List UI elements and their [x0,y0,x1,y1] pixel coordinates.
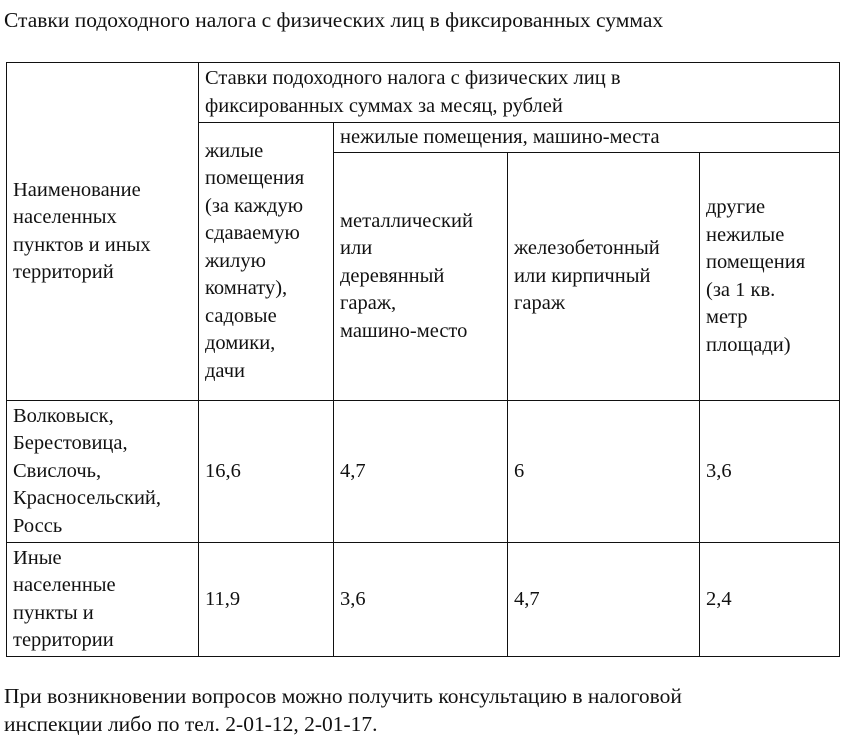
header-other-nonresidential: другие нежилые помещения (за 1 кв. метр площади) [700,153,840,401]
row-concrete-brick-garage-rate: 6 [508,401,700,543]
row-metal-wood-garage-rate: 3,6 [334,543,508,657]
row-other-nonresidential-rate: 2,4 [700,543,840,657]
table-row [7,543,840,657]
header-concrete-brick-garage: железобетонный или кирпичный гараж [508,153,700,401]
row-settlement-name: Иные населенные пункты и территории [7,543,199,657]
tax-rates-table [6,62,840,657]
header-row-1 [7,63,840,123]
row-metal-wood-garage-rate: 4,7 [334,401,508,543]
header-metal-wood-garage: металлический или деревянный гараж, машино-место [334,153,508,401]
row-concrete-brick-garage-rate: 4,7 [508,543,700,657]
header-nonresidential-group: нежилые помещения, машино-места [334,123,840,153]
row-settlement-name: Волковыск, Берестовица, Свислочь, Красносельский, Россь [7,401,199,543]
page-title: Ставки подоходного налога с физических лиц в фиксированных суммах [4,8,664,32]
row-residential-rate: 11,9 [199,543,334,657]
header-settlement-name: Наименование населенных пунктов и иных территорий [7,63,199,401]
table-row [7,401,840,543]
header-residential: жилые помещения (за каждую сдаваемую жилую комнату), садовые домики, дачи [199,123,334,401]
contact-note: При возникновении вопросов можно получить консультацию в налоговой инспекции либо по тел. 2-01-12, 2-01-17. [4,684,682,736]
header-rates-group: Ставки подоходного налога с физических лиц в фиксированных суммах за месяц, рублей [199,63,840,123]
row-residential-rate: 16,6 [199,401,334,543]
row-other-nonresidential-rate: 3,6 [700,401,840,543]
